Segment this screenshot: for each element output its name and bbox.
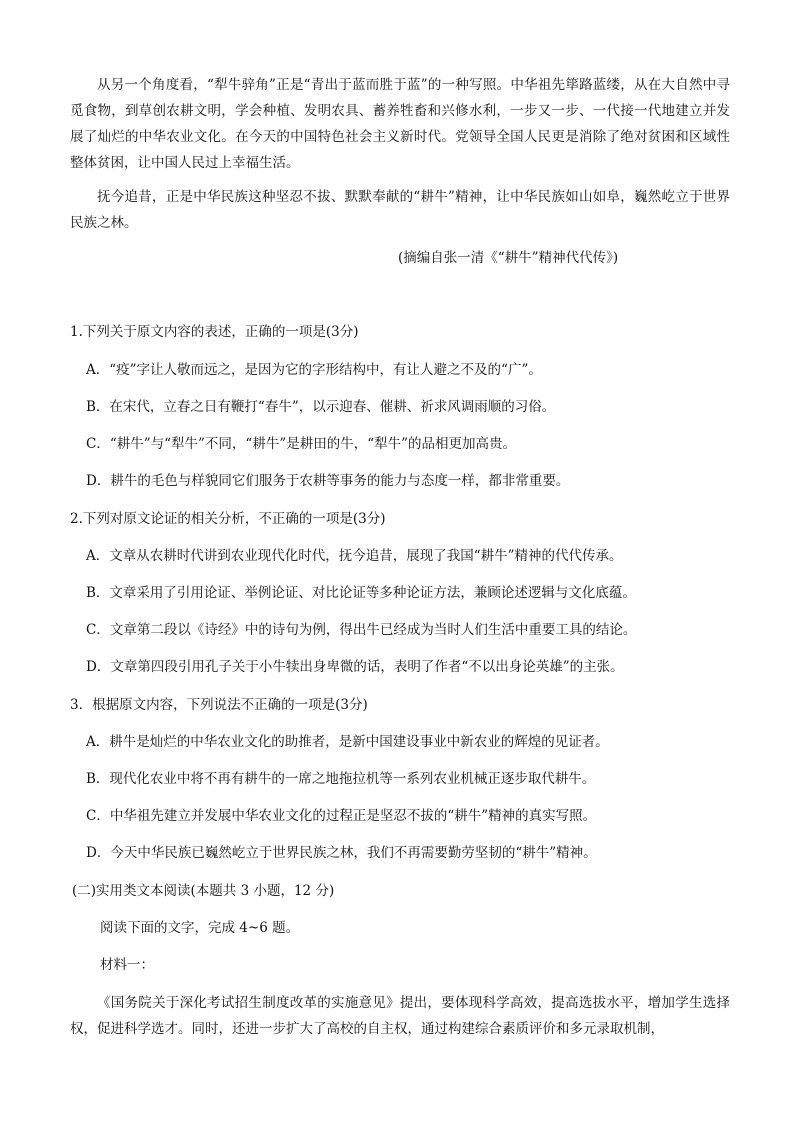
material-1-label: 材料一： (100, 957, 154, 973)
question-2-stem: 2.下列对原文论证的相关分析，不正确的一项是(3分) (70, 511, 386, 527)
question-3-stem: 3．根据原文内容，下列说法不正确的一项是(3分) (70, 697, 368, 713)
passage-paragraph-1: 从另一个角度看，“犁牛骍角”正是“青出于蓝而胜于蓝”的一种写照。中华祖先筚路蓝缕，从在大自然中寻觅食物，到草创农耕文明，学会种植、发明农具、蓄养牲畜和兴修水利，一步又一步、一代接一代地建立并发展了灿烂的中华农业文化。在今天的中国特色社会主义新时代。党领导全国人民更是消除了绝对贫困和区域性整体贫困，让中国人民过上幸福生活。 (70, 77, 730, 171)
question-3-option-b: B．现代化农业中将不再有耕牛的一席之地拖拉机等一系列农业机械正逐步取代耕牛。 (86, 771, 596, 787)
question-2-option-b: B．文章采用了引用论证、举例论证、对比论证等多种论证方法，兼顾论述逻辑与文化底蕴。 (86, 585, 636, 601)
question-3-option-a: A．耕牛是灿烂的中华农业文化的助推者，是新中国建设事业中新农业的辉煌的见证者。 (86, 734, 609, 750)
question-3-option-c: C．中华祖先建立并发展中华农业文化的过程正是坚忍不拔的“耕牛”精神的真实写照。 (86, 808, 597, 824)
section-2-instruction: 阅读下面的文字，完成 4~6 题。 (100, 920, 300, 936)
question-1-option-c: C．“耕牛”与“犁牛”不同，“耕牛”是耕田的牛，“犁牛”的品相更加高贵。 (86, 436, 517, 452)
question-1-option-a: A．“疫”字让人敬而远之，是因为它的字形结构中，有让人避之不及的“广”。 (86, 362, 542, 378)
question-1-option-d: D．耕牛的毛色与样貌同它们服务于农耕等事务的能力与态度一样，都非常重要。 (86, 473, 570, 489)
passage-source: (摘编自张一清《“耕牛”精神代代传》) (398, 250, 619, 266)
question-2-option-c: C．文章第二段以《诗经》中的诗句为例，得出牛已经成为当时人们生活中重要工具的结论。 (86, 622, 637, 638)
question-2-option-a: A．文章从农耕时代讲到农业现代化时代，抚今追昔，展现了我国“耕牛”精神的代代传承。 (86, 548, 623, 564)
question-1-option-b: B．在宋代，立春之日有鞭打“春牛”，以示迎春、催耕、祈求风调雨顺的习俗。 (86, 399, 556, 415)
section-2-heading: (二)实用类文本阅读(本题共 3 小题，12 分) (72, 883, 335, 899)
question-2-option-d: D．文章第四段引用孔子关于小牛犊出身卑微的话，表明了作者“不以出身论英雄”的主张。 (86, 659, 624, 675)
question-3-option-d: D．今天中华民族已巍然屹立于世界民族之林，我们不再需要勤劳坚韧的“耕牛”精神。 (86, 845, 597, 861)
question-1-stem: 1.下列关于原文内容的表述，正确的一项是(3分) (70, 324, 359, 340)
passage-paragraph-2: 抚今追昔，正是中华民族这种坚忍不拔、默默奉献的“耕牛”精神，让中华民族如山如阜，巍然屹立于世界民族之林。 (70, 189, 730, 231)
material-1-text: 《国务院关于深化考试招生制度改革的实施意见》提出，要体现科学高效，提高选拔水平，增加学生选择权，促进科学选才。同时，还进一步扩大了高校的自主权，通过构建综合素质评价和多元录取机制， (70, 995, 730, 1037)
